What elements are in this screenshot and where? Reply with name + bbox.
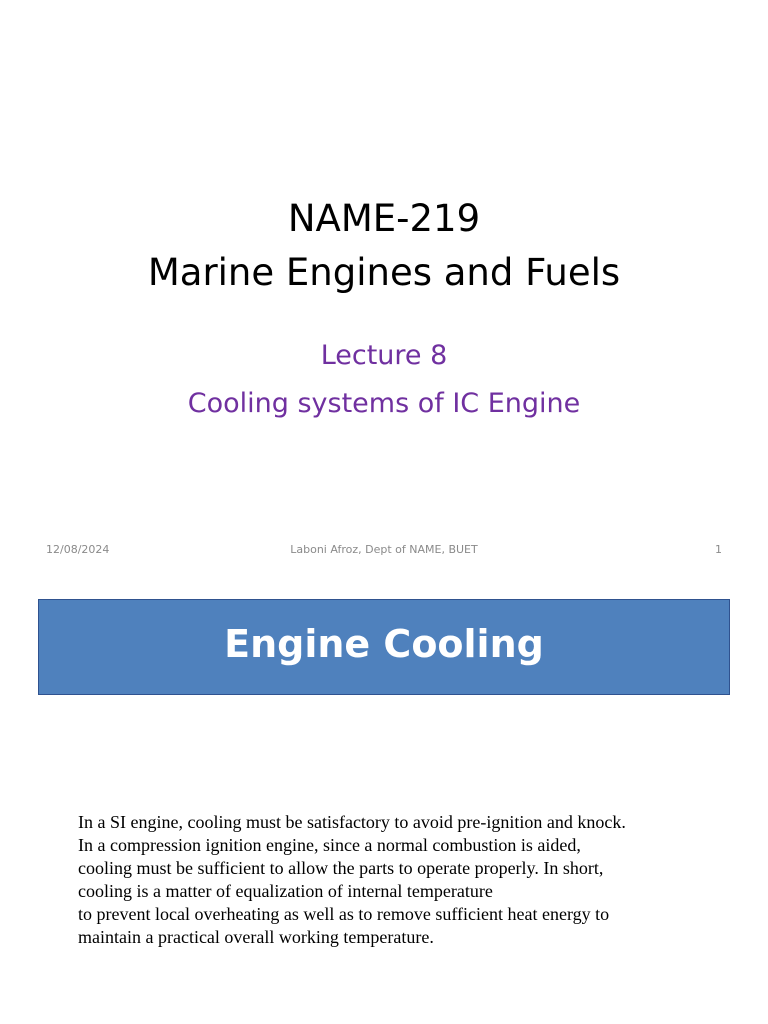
body-paragraph <box>78 811 718 949</box>
footer-page-number: 1 <box>715 543 722 556</box>
lecture-number: Lecture 8 <box>320 340 448 371</box>
footer-author: Laboni Afroz, Dept of NAME, BUET <box>290 543 478 556</box>
slide-subtitle <box>0 332 768 428</box>
body-line: to prevent local overheating as well as to remove sufficient heat energy to <box>78 904 610 924</box>
content-slide <box>0 576 768 1024</box>
header-banner <box>38 599 730 695</box>
slide-heading: Engine Cooling <box>224 622 544 666</box>
slide-title <box>0 192 768 300</box>
course-code: NAME-219 <box>287 197 481 240</box>
body-line: In a SI engine, cooling must be satisfactory to avoid pre-ignition and knock. <box>78 812 626 832</box>
body-line: maintain a practical overall working temperature. <box>78 927 434 947</box>
body-line: cooling must be sufficient to allow the parts to operate properly. In short, <box>78 858 604 878</box>
lecture-topic: Cooling systems of IC Engine <box>187 388 581 419</box>
course-name: Marine Engines and Fuels <box>147 251 621 294</box>
footer-date: 12/08/2024 <box>46 543 110 556</box>
body-line: cooling is a matter of equalization of internal temperature <box>78 881 493 901</box>
body-line: In a compression ignition engine, since a normal combustion is aided, <box>78 835 581 855</box>
